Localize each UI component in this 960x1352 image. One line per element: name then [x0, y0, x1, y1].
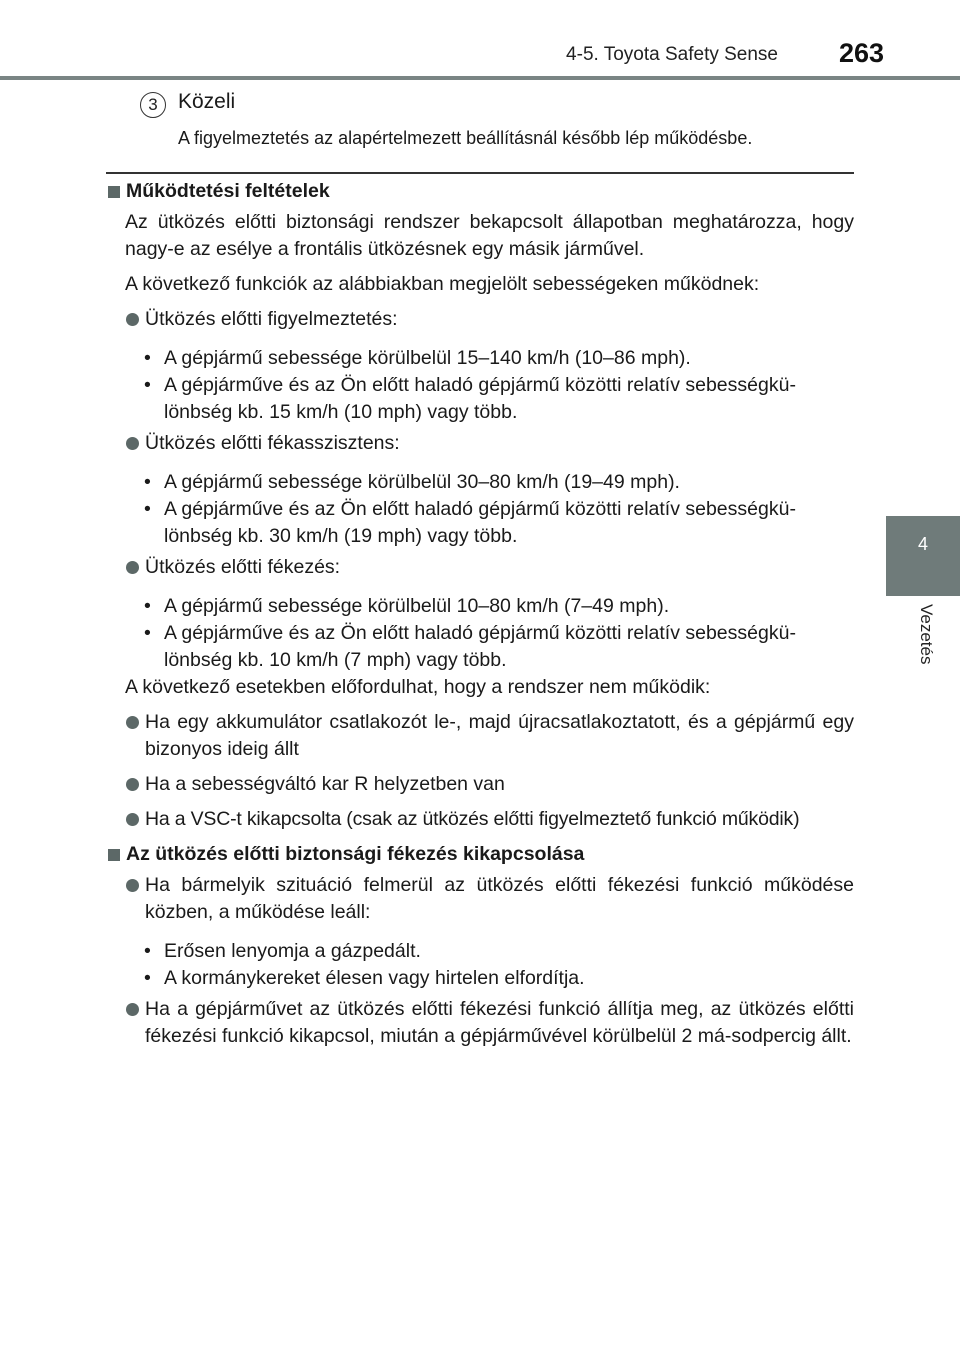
sub-list-item [108, 496, 854, 550]
sub-list-item [108, 593, 854, 620]
page-header [0, 0, 960, 80]
circle-bullet-icon [126, 778, 139, 791]
sub-list-item [108, 469, 854, 496]
dot-bullet-icon: • [144, 498, 151, 520]
sub-list-item [108, 345, 854, 372]
section-heading-conditions [108, 178, 854, 205]
header-rule [0, 76, 960, 80]
sub-list-item [108, 938, 854, 965]
list-item-text: Ha a sebességváltó kar R helyzetben van [145, 773, 505, 795]
sub-list-item [108, 620, 854, 674]
sub-list-item-text: A gépjárműve és az Ön előtt haladó gépjármű közötti relatív sebességkü-lönbség kb. 15 km/h (10 mph) vagy több. [164, 374, 796, 423]
circle-bullet-icon [126, 879, 139, 892]
step-number-circle: 3 [140, 92, 166, 118]
circle-bullet-icon [126, 1003, 139, 1016]
square-bullet-icon [108, 186, 120, 198]
dot-bullet-icon: • [144, 471, 151, 493]
list-item [108, 872, 854, 926]
section-heading-text: Az ütközés előtti biztonsági fékezés kikapcsolása [126, 843, 585, 865]
sub-list-item-text: A kormánykereket élesen vagy hirtelen elfordítja. [164, 967, 585, 989]
list-item [108, 554, 854, 581]
page-number: 263 [838, 38, 884, 68]
circle-bullet-icon [126, 437, 139, 450]
list-item-text: Ha a VSC-t kikapcsolta (csak az ütközés előtti figyelmeztető funkció működik) [145, 808, 800, 830]
sub-list-item-text: A gépjármű sebessége körülbelül 10–80 km/h (7–49 mph). [164, 595, 670, 617]
paragraph: A következő funkciók az alábbiakban megjelölt sebességeken működnek: [125, 273, 760, 295]
dot-bullet-icon: • [144, 374, 151, 396]
circle-bullet-icon [126, 561, 139, 574]
dot-bullet-icon: • [144, 940, 151, 962]
sub-list-item [108, 372, 854, 426]
list-item [108, 709, 854, 763]
sub-list-item-text: A gépjármű sebessége körülbelül 15–140 km/h (10–86 mph). [164, 347, 691, 369]
sub-list-item-text: A gépjárműve és az Ön előtt haladó gépjármű közötti relatív sebességkü-lönbség kb. 10 km/h (7 mph) vagy több. [164, 622, 796, 671]
paragraph: A következő esetekben előfordulhat, hogy a rendszer nem működik: [125, 676, 711, 698]
list-item [108, 306, 854, 333]
circle-bullet-icon [126, 313, 139, 326]
dot-bullet-icon: • [144, 967, 151, 989]
list-item [108, 806, 854, 833]
dot-bullet-icon: • [144, 347, 151, 369]
section-divider [106, 172, 854, 174]
list-item-text: Ütközés előtti fékezés: [145, 556, 341, 578]
list-item-text: Ütközés előtti fékasszisztens: [145, 432, 400, 454]
main-content [108, 178, 854, 1050]
section-heading-text: Működtetési feltételek [126, 180, 330, 202]
list-item-text: Ütközés előtti figyelmeztetés: [145, 308, 398, 330]
step-title: Közeli [178, 90, 236, 113]
sub-list-item-text: Erősen lenyomja a gázpedált. [164, 940, 421, 962]
sub-list-item-text: A gépjárműve és az Ön előtt haladó gépjármű közötti relatív sebességkü-lönbség kb. 30 km/h (19 mph) vagy több. [164, 498, 796, 547]
paragraph: Az ütközés előtti biztonsági rendszer bekapcsolt állapotban meghatározza, hogy nagy-e az esélye a frontális ütközésnek egy másik járművel. [125, 211, 854, 260]
dot-bullet-icon: • [144, 622, 151, 644]
section-heading-disable [108, 841, 854, 868]
list-item-text: Ha egy akkumulátor csatlakozót le-, majd újracsatlakoztatott, és a gépjármű egy bizonyos ideig állt [145, 711, 854, 760]
sub-list-item [108, 965, 854, 992]
list-item [108, 996, 854, 1050]
list-item [108, 771, 854, 798]
chapter-number: 4 [917, 534, 928, 554]
circle-bullet-icon [126, 716, 139, 729]
list-item-text: Ha a gépjárművet az ütközés előtti fékezési funkció állítja meg, az ütközés előtti fékezési funkció kikapcsol, miután a gépjárművével körülbelül 2 má-sodpercig állt. [145, 998, 854, 1047]
square-bullet-icon [108, 849, 120, 861]
list-item [108, 430, 854, 457]
list-item-text: Ha bármelyik szituáció felmerül az ütközés előtti fékezési funkció működése közben, a működése leáll: [145, 874, 854, 923]
chapter-tab [886, 516, 960, 596]
dot-bullet-icon: • [144, 595, 151, 617]
header-section-title: 4-5. Toyota Safety Sense [566, 44, 778, 65]
circle-bullet-icon [126, 813, 139, 826]
step-description: A figyelmeztetés az alapértelmezett beállításnál később lép működésbe. [178, 128, 753, 148]
sub-list-item-text: A gépjármű sebessége körülbelül 30–80 km/h (19–49 mph). [164, 471, 680, 493]
chapter-label: Vezetés [917, 604, 936, 665]
